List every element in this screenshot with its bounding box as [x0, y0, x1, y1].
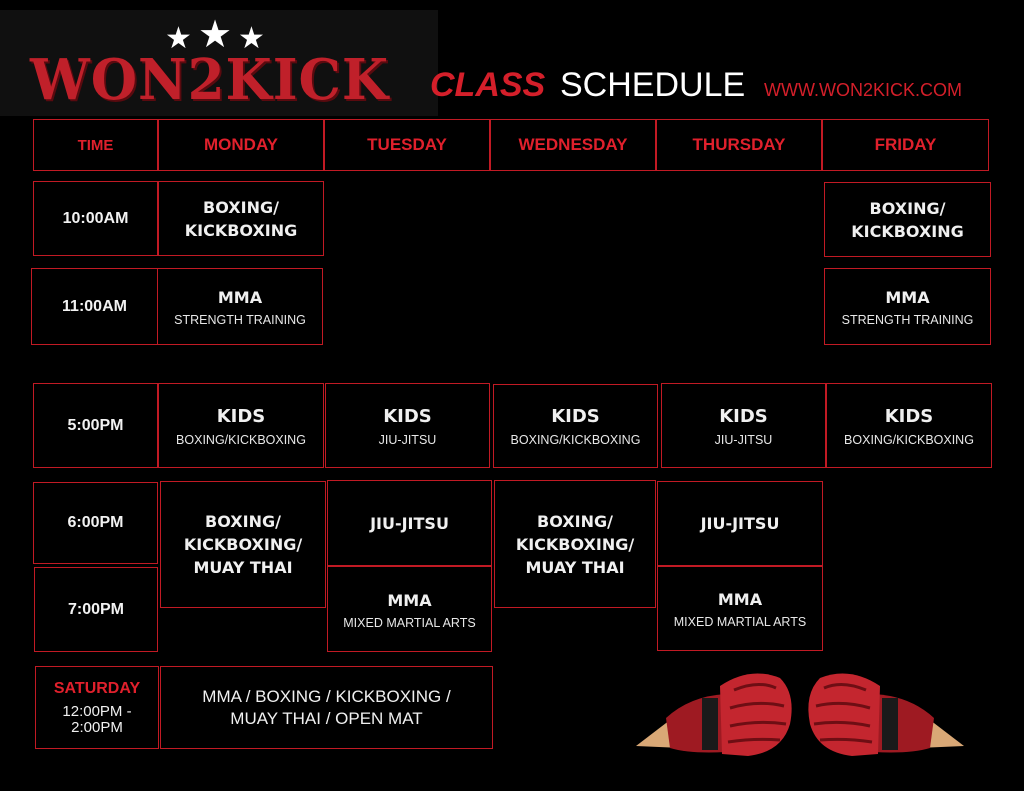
class-cell-monday-500[interactable]: [158, 383, 324, 468]
time-1100am: 11:00AM: [31, 268, 158, 345]
header-monday: MONDAY: [158, 119, 324, 171]
class-cell-wednesday-600[interactable]: [494, 480, 656, 608]
class-line: KICKBOXING/: [183, 535, 303, 554]
class-title: KIDS: [551, 406, 600, 427]
class-line: KICKBOXING: [184, 220, 298, 240]
class-subtitle: STRENGTH TRAINING: [841, 313, 974, 327]
class-title: MMA: [717, 590, 763, 609]
class-line: KICKBOXING: [851, 221, 964, 241]
class-title: KIDS: [383, 405, 432, 427]
class-line: BOXING/: [203, 197, 279, 217]
class-title: KIDS: [719, 405, 768, 427]
title-class: CLASS: [430, 66, 546, 104]
class-title: KIDS: [884, 405, 934, 427]
class-title: JIU-JITSU: [370, 513, 449, 533]
class-cell-monday-600[interactable]: [160, 481, 326, 608]
class-cell-tuesday-600[interactable]: [327, 480, 492, 566]
class-cell-friday-1100[interactable]: [824, 268, 991, 345]
class-title: KIDS: [216, 405, 266, 427]
time-1000am: 10:00AM: [33, 181, 158, 256]
saturday-time-start: 12:00PM -: [62, 702, 132, 720]
class-cell-monday-1100[interactable]: [157, 268, 323, 345]
class-cell-friday-1000[interactable]: [824, 182, 991, 257]
class-subtitle: BOXING/KICKBOXING: [510, 433, 641, 447]
time-500pm: 5:00PM: [33, 383, 158, 468]
saturday-time-cell: [35, 666, 159, 749]
right-glove-icon: [808, 674, 964, 757]
header-wednesday: WEDNESDAY: [490, 119, 656, 171]
brand-logo: WON2KICK: [30, 47, 390, 113]
class-subtitle: JIU-JITSU: [378, 432, 437, 447]
header-tuesday: TUESDAY: [324, 119, 490, 171]
class-cell-tuesday-700[interactable]: [327, 566, 492, 652]
class-cell-thursday-500[interactable]: [661, 383, 826, 468]
class-cell-monday-1000[interactable]: [158, 181, 324, 256]
class-subtitle: STRENGTH TRAINING: [174, 313, 306, 327]
class-subtitle: BOXING/KICKBOXING: [844, 432, 974, 447]
header-thursday: THURSDAY: [656, 119, 822, 171]
class-line: MUAY THAI: [193, 558, 293, 577]
saturday-time-end: 2:00PM: [71, 718, 123, 736]
class-line: BOXING/: [869, 198, 946, 218]
class-cell-thursday-700[interactable]: [657, 566, 823, 651]
boxing-gloves-icon: [630, 660, 970, 760]
class-cell-wednesday-500[interactable]: [493, 384, 658, 468]
star-icon: ★: [165, 22, 192, 55]
saturday-class-line: MMA / BOXING / KICKBOXING /: [202, 686, 451, 706]
class-cell-tuesday-500[interactable]: [325, 383, 490, 468]
class-title: MMA: [217, 288, 263, 307]
left-glove-icon: [636, 674, 792, 757]
saturday-label: SATURDAY: [53, 679, 141, 697]
class-title: MMA: [885, 288, 930, 307]
class-line: MUAY THAI: [525, 557, 625, 577]
star-icon: ★: [238, 22, 265, 55]
star-icon: ★: [197, 14, 233, 56]
class-title: MMA: [387, 590, 432, 610]
class-line: KICKBOXING/: [515, 534, 635, 554]
class-title: JIU-JITSU: [700, 514, 780, 533]
time-700pm: 7:00PM: [34, 567, 158, 652]
saturday-class-cell[interactable]: [160, 666, 493, 749]
class-line: BOXING/: [205, 512, 281, 531]
class-cell-friday-500[interactable]: [826, 383, 992, 468]
time-600pm: 6:00PM: [33, 482, 158, 564]
class-subtitle: MIXED MARTIAL ARTS: [673, 615, 807, 629]
title-schedule: SCHEDULE: [560, 66, 746, 104]
saturday-class-line: MUAY THAI / OPEN MAT: [230, 708, 423, 728]
class-subtitle: BOXING/KICKBOXING: [176, 432, 306, 447]
header-friday: FRIDAY: [822, 119, 989, 171]
class-line: BOXING/: [537, 511, 613, 531]
class-subtitle: JIU-JITSU: [714, 432, 773, 447]
class-subtitle: MIXED MARTIAL ARTS: [343, 615, 476, 630]
header-time: TIME: [33, 119, 158, 171]
website-link[interactable]: WWW.WON2KICK.COM: [764, 80, 962, 100]
class-cell-thursday-600[interactable]: [657, 481, 823, 566]
